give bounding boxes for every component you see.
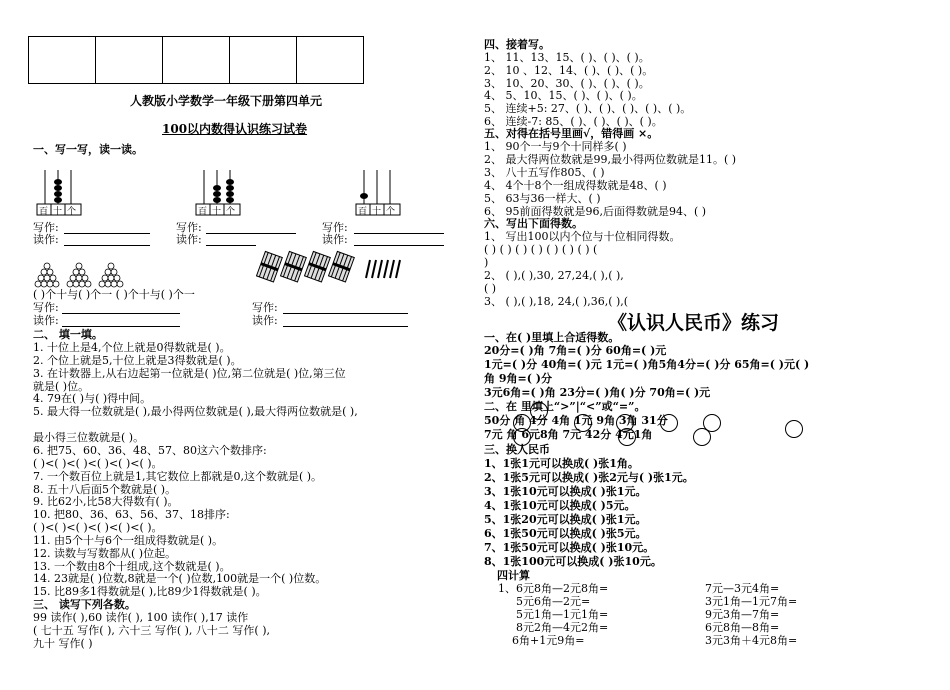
fill-item: 15. 比89多1得数就是( ),比89少1得数就是( )。 [33, 585, 267, 598]
doc-title: 人教版小学数学一年级下册第四单元 [130, 94, 323, 108]
answer-line[interactable] [283, 326, 408, 327]
section-6-heading: 六、写出下面得数。 [484, 217, 583, 230]
exchange-item: 4、1张10元可以换成( )5元。 [484, 499, 636, 512]
calc-item: 6角+1元9角= [512, 634, 585, 647]
score-cell[interactable] [297, 37, 364, 84]
rmb-section-1-heading: 一、在( )里填上合适得数。 [484, 331, 620, 344]
compare-item: 7元 角 6元8角 7元 42分 4元1角 [484, 428, 653, 441]
fill-item: 4. 79在( )与( )得中间。 [33, 392, 152, 405]
exchange-item: 8、1张100元可以换成( )张10元。 [484, 555, 662, 568]
section-3-heading: 三、 读写下列各数。 [33, 598, 136, 611]
rmb-fill-item: 3元6角=( )角 23分=( )角( )分 70角=( )元 [484, 386, 711, 399]
abacus-label-hundreds: 百 [198, 207, 208, 217]
write-label: 写作: [33, 301, 59, 314]
calc-item: 9元3角—7角= [705, 608, 780, 621]
compare-circle[interactable] [618, 428, 636, 446]
answer-line[interactable] [64, 245, 150, 246]
abacus-label-ones: 个 [386, 207, 396, 217]
rmb-fill-item: 角 9角=( )分 [484, 372, 552, 385]
doc-subtitle: 100以内数得认识练习试卷 [162, 122, 308, 136]
truefalse-item: 1、 90个一与9个十同样多( ) [484, 140, 627, 153]
section-5-heading: 五、对得在括号里画√，错得画 ×。 [484, 127, 659, 140]
fill-item: ( )<( )<( )<( )<( )<( )。 [33, 521, 163, 534]
read-write-item: 九十 写作( ) [33, 637, 93, 650]
rmb-fill-item: 1元=( )分 40角=( )元 1元=( )角5角4分=( )分 65角=( )元( ) [484, 358, 810, 371]
fill-item: 8. 五十八后面5个数就是( )。 [33, 483, 177, 496]
answer-line[interactable] [62, 313, 180, 314]
section-4-heading: 四、接着写。 [484, 38, 550, 51]
compare-circle[interactable] [574, 414, 592, 432]
compare-circle[interactable] [530, 402, 548, 420]
compare-circle[interactable] [785, 420, 803, 438]
fill-item: ( )<( )<( )<( )<( )<( )。 [33, 457, 163, 470]
answer-line[interactable] [206, 233, 296, 234]
exchange-item: 2、1张5元可以换成( )张2元与( )张1元。 [484, 471, 694, 484]
number-item: ( ) [484, 282, 497, 295]
section-1-heading: 一、写一写，读一读。 [33, 143, 143, 156]
abacus-1 [35, 166, 85, 216]
rmb-title: 《认识人民币》练习 [608, 312, 780, 334]
rmb-section-4-heading: 四计算 [497, 569, 530, 582]
number-item: 3、 ( ),( ),18, 24,( ),36,( ),( [484, 295, 629, 308]
number-item: 2、 ( ),( ),30, 27,24,( ),( ), [484, 269, 624, 282]
score-table [28, 36, 364, 84]
abacus-2 [194, 166, 244, 216]
rmb-fill-item: 20分=( )角 7角=( )分 60角=( )元 [484, 344, 667, 357]
fill-item: 12. 读数与写数都从( )位起。 [33, 547, 177, 560]
circle-triangles-icon [34, 262, 134, 288]
truefalse-item: 2、 最大得两位数就是99,最小得两位数就是11。( ) [484, 153, 737, 166]
answer-line[interactable] [64, 233, 150, 234]
compare-circle[interactable] [660, 414, 678, 432]
score-cell[interactable] [96, 37, 163, 84]
abacus-label-tens: 十 [53, 207, 63, 217]
fill-item: 6. 把75、60、36、48、57、80这六个数排序: [33, 444, 267, 457]
fill-item: 9. 比62小,比58大得数有( )。 [33, 495, 179, 508]
fill-item: 最小得三位数就是( )。 [33, 431, 145, 444]
calc-item: 3元1角—1元7角= [705, 595, 798, 608]
sequence-item: 5、 连续+5: 27、( )、( )、( )、( )、( )。 [484, 102, 692, 115]
answer-line[interactable] [354, 233, 444, 234]
fill-item: 11. 由5个十与6个一组成得数就是( )。 [33, 534, 224, 547]
exchange-item: 5、1张20元可以换成( )张1元。 [484, 513, 647, 526]
read-write-item: ( 七十五 写作( ), 六十三 写作( ), 八十二 写作( ), [33, 624, 270, 637]
number-item: ( ) ( ) ( ) ( ) ( ) ( ) ( ) ( [484, 243, 598, 256]
abacus-label-tens: 十 [372, 207, 382, 217]
grouping-prompt: ( )个十与( )个一 ( )个十与( )个一 [33, 288, 195, 301]
read-label: 读作: [33, 233, 59, 246]
score-cell[interactable] [29, 37, 96, 84]
read-label: 读作: [176, 233, 202, 246]
read-label: 读作: [33, 314, 59, 327]
exchange-item: 1、1张1元可以换成( )张1角。 [484, 457, 639, 470]
fill-item: 就是( )位。 [33, 380, 90, 393]
exchange-item: 6、1张50元可以换成( )张5元。 [484, 527, 647, 540]
sequence-item: 1、 11、13、15、( )、( )、( )。 [484, 51, 650, 64]
sequence-item: 4、 5、10、15、( )、( )、( )。 [484, 89, 643, 102]
write-label: 写作: [33, 221, 59, 234]
fill-item: 14. 23就是( )位数,8就是一个( )位数,100就是一个( )位数。 [33, 572, 327, 585]
fill-item: 10. 把80、36、63、56、37、18排序: [33, 508, 230, 521]
compare-item: 50分 角 4分 4角 1元 9角 3角 31分 [484, 414, 668, 427]
fill-item: 7. 一个数百位上就是1,其它数位上都就是0,这个数就是( )。 [33, 470, 323, 483]
answer-line[interactable] [62, 326, 180, 327]
truefalse-item: 4、 4个十8个一组成得数就是48、( ) [484, 179, 667, 192]
number-item: 1、 写出100以内个位与十位相同得数。 [484, 230, 681, 243]
fill-item: 2. 个位上就是5,十位上就是3得数就是( )。 [33, 354, 242, 367]
score-cell[interactable] [230, 37, 297, 84]
calc-item: 7元—3元4角= [705, 582, 780, 595]
abacus-label-ones: 个 [226, 207, 236, 217]
section-2-heading: 二、 填一填。 [33, 328, 103, 341]
read-label: 读作: [322, 233, 348, 246]
number-item: ) [484, 256, 489, 269]
calc-item: 1、6元8角—2元8角= [498, 582, 609, 595]
compare-circle[interactable] [693, 428, 711, 446]
stick-bundles-icon [256, 250, 406, 286]
abacus-3 [354, 166, 404, 216]
calc-item: 5元1角—1元1角= [516, 608, 609, 621]
calc-item: 8元2角—4元2角= [516, 621, 609, 634]
calc-item: 5元6角—2元= [516, 595, 591, 608]
sequence-item: 6、 连续-7: 85、( )、( )、( )、( )。 [484, 115, 663, 128]
truefalse-item: 5、 63与36一样大、( ) [484, 192, 601, 205]
fill-item: 5. 最大得一位数就是( ),最小得两位数就是( ),最大得两位数就是( ), [33, 405, 358, 418]
score-cell[interactable] [163, 37, 230, 84]
abacus-label-tens: 十 [212, 207, 222, 217]
fill-item: 13. 一个数由8个十组成,这个数就是( )。 [33, 560, 231, 573]
write-label: 写作: [176, 221, 202, 234]
abacus-label-ones: 个 [67, 207, 77, 217]
answer-line[interactable] [283, 313, 408, 314]
sequence-item: 2、 10 、12、14、( )、( )、( )。 [484, 64, 654, 77]
answer-line[interactable] [206, 245, 256, 246]
abacus-label-hundreds: 百 [39, 207, 49, 217]
fill-item: 3. 在计数器上,从右边起第一位就是( )位,第二位就是( )位,第三位 [33, 367, 346, 380]
write-label: 写作: [322, 221, 348, 234]
exchange-item: 7、1张50元可以换成( )张10元。 [484, 541, 655, 554]
rmb-section-3-heading: 三、换人民币 [484, 443, 550, 456]
read-write-item: 99 读作( ),60 读作( ), 100 读作( ),17 读作 [33, 611, 249, 624]
sequence-item: 3、 10、20、30、( )、( )、( )。 [484, 77, 650, 90]
calc-item: 6元8角—8角= [705, 621, 780, 634]
answer-line[interactable] [354, 245, 444, 246]
rmb-section-2-heading: 二、在 里填上“>”|“<”或“=”。 [484, 400, 646, 413]
write-label: 写作: [252, 301, 278, 314]
fill-item: 1. 十位上是4,个位上就是0得数就是( )。 [33, 341, 231, 354]
abacus-label-hundreds: 百 [358, 207, 368, 217]
truefalse-item: 3、 八十五写作805、( ) [484, 166, 605, 179]
calc-item: 3元3角＋4元8角= [705, 634, 798, 647]
read-label: 读作: [252, 314, 278, 327]
exchange-item: 3、1张10元可以换成( )张1元。 [484, 485, 647, 498]
truefalse-item: 6、 95前面得数就是96,后面得数就是94、( ) [484, 205, 707, 218]
